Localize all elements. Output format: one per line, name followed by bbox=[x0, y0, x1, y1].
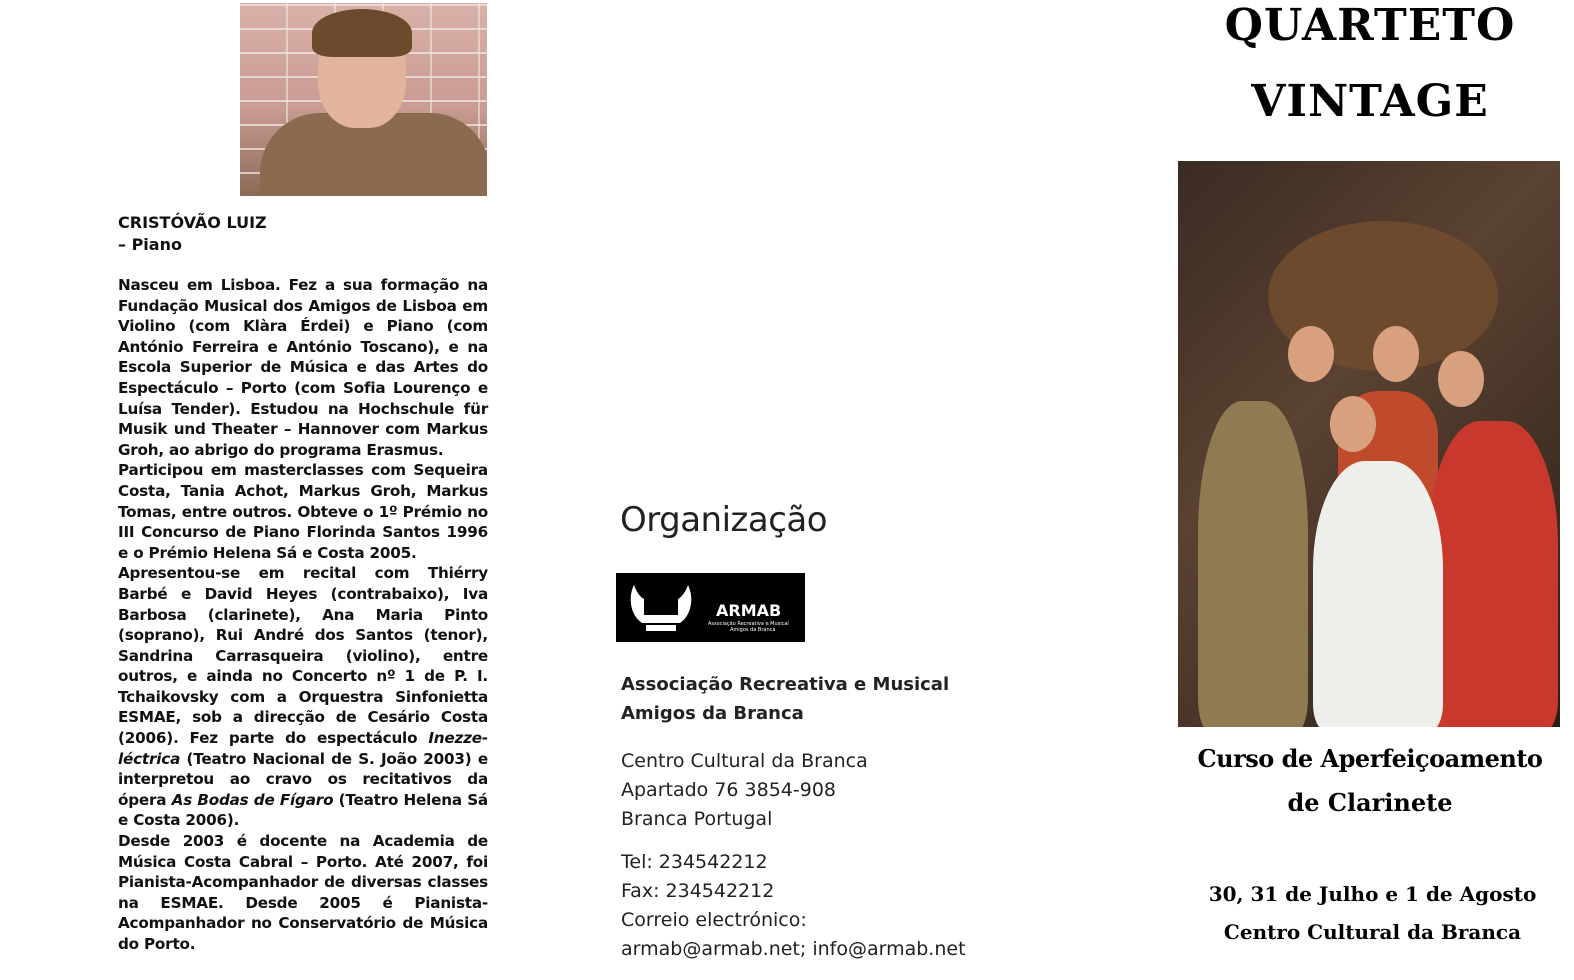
address-line: Centro Cultural da Branca bbox=[621, 750, 868, 772]
course-title: de Clarinete bbox=[1287, 788, 1453, 817]
ensemble-title: QUARTETO bbox=[1224, 0, 1516, 51]
address-line: Apartado 76 3854-908 bbox=[621, 779, 837, 801]
phone: Tel: 234542212 bbox=[621, 851, 768, 873]
logo-subtitle: Associação Recreativa e Musical bbox=[708, 621, 789, 627]
ensemble-title: VINTAGE bbox=[1251, 76, 1489, 127]
address-line: Branca Portugal bbox=[621, 808, 773, 830]
bio-paragraph: Participou em masterclasses com Sequeira Costa, Tania Achot, Markus Groh, Markus Tomas, entre outros. Obteve o 1º Prémio no III Concurso de Piano Florinda Santos 1996 e o Prémio Helena Sá e Costa 2005. bbox=[118, 461, 488, 562]
bio-paragraph: Apresentou-se em recital com Thiérry Barbé e David Heyes (contrabaixo), Iva Barbosa (clarinete), Ana Maria Pinto (soprano), Rui André dos Santos (tenor), Sandrina Carrasqueira (violino), entre outros, e ainda no Concerto nº 1 de P. I. Tchaikovsky com a Orquestra Sinfonietta ESMAE, sob a direcção de Cesário Costa (2006). Fez parte do espectáculo Inezze-léctrica (Teatro Nacional de S. João 2003) e interpretou ao cravo os recitativos da ópera As Bodas de Fígaro (Teatro Helena Sá e Costa 2006). bbox=[118, 564, 488, 830]
course-title: Curso de Aperfeiçoamento bbox=[1197, 744, 1543, 773]
quartet-photo bbox=[1178, 161, 1560, 727]
course-venue: Centro Cultural da Branca bbox=[1223, 920, 1522, 944]
email-label: Correio electrónico: bbox=[621, 909, 807, 931]
biography bbox=[118, 275, 488, 955]
organization-heading: Organização bbox=[620, 500, 828, 540]
association-name: Amigos da Branca bbox=[621, 703, 804, 724]
fax: Fax: 234542212 bbox=[621, 880, 775, 902]
armab-logo bbox=[616, 573, 805, 642]
logo-name: ARMAB bbox=[716, 601, 782, 620]
pianist-photo bbox=[240, 3, 487, 196]
musician-name: CRISTÓVÃO LUIZ bbox=[118, 213, 267, 232]
musician-role: – Piano bbox=[118, 235, 182, 254]
show-title: Inezze-léctrica bbox=[118, 729, 488, 768]
course-dates: 30, 31 de Julho e 1 de Agosto bbox=[1208, 882, 1537, 906]
lyre-icon bbox=[626, 579, 696, 637]
opera-title: As Bodas de Fígaro bbox=[171, 790, 334, 809]
bio-paragraph: Nasceu em Lisboa. Fez a sua formação na Fundação Musical dos Amigos de Lisboa em Violino (com Klàra Érdei) e Piano (com António Ferreira e António Toscano), e na Escola Superior de Música e das Artes do Espectáculo – Porto (com Sofia Lourenço e Luísa Tender). Estudou na Hochschule für Musik und Theater – Hannover com Markus Groh, ao abrigo do programa Erasmus. bbox=[118, 276, 488, 459]
email-link[interactable]: armab@armab.net; info@armab.net bbox=[621, 938, 966, 960]
association-name: Associação Recreativa e Musical bbox=[621, 674, 950, 695]
logo-subtitle: Amigos da Branca bbox=[730, 627, 776, 633]
bio-paragraph: Desde 2003 é docente na Academia de Música Costa Cabral – Porto. Até 2007, foi Pianista-Acompanhador de diversas classes na ESMAE. Desde 2005 é Pianista-Acompanhador no Conservatório de Música do Porto. bbox=[118, 832, 488, 953]
